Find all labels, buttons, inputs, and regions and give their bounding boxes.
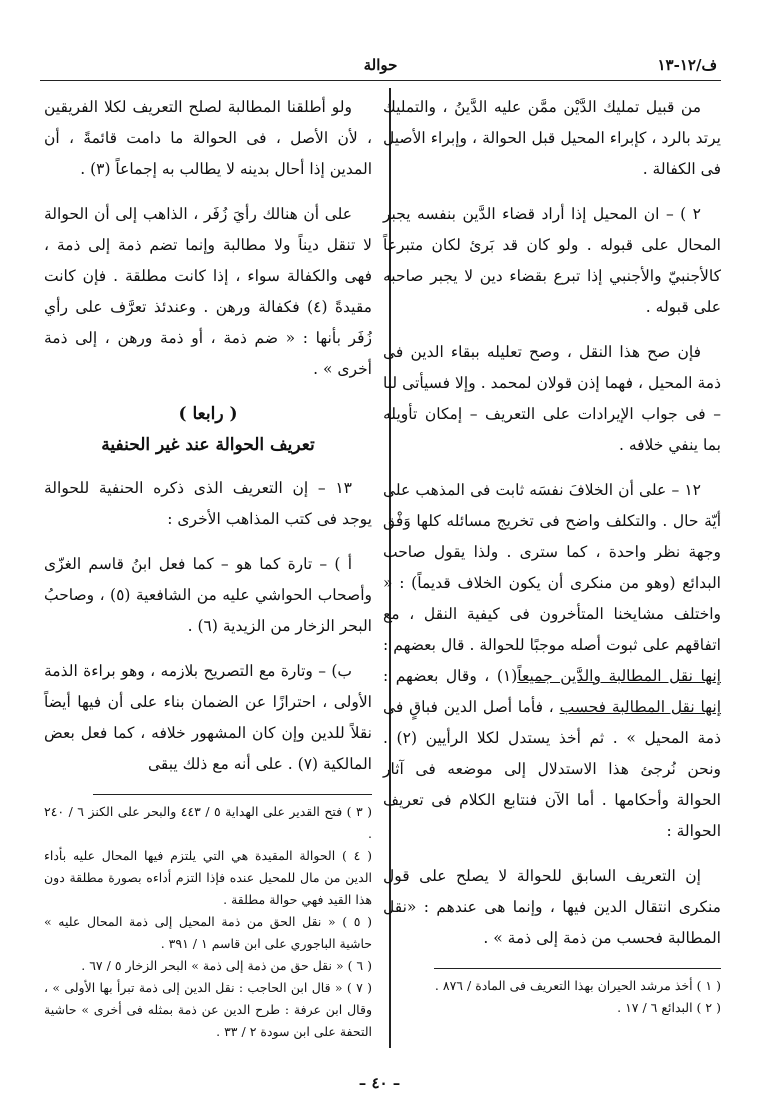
paragraph: فإن صح هذا النقل ، وصح تعليله ببقاء الدين فى ذمة المحيل ، فهما إذن قولان لمحمد . وإلا فسيأتى لنا – فى جواب الإيرادات على التعريف – إمكان تأويله بما ينفي خلافه .: [383, 343, 721, 454]
right-column: [383, 92, 721, 1019]
footnote: ( ٢ ) البدائع ٦ / ١٧ .: [617, 1000, 721, 1015]
section-heading-number: ( رابعا ): [178, 404, 238, 424]
paragraph: إن التعريف السابق للحوالة لا يصلح على قول منكرى انتقال الدين فيها ، وإنما هى عندهم : «نقل المطالبة فحسب من ذمة إلى ذمة » .: [383, 867, 721, 947]
footnote: ( ٥ ) « نقل الحق من ذمة المحيل إلى ذمة المحال عليه » حاشية الباجوري على ابن قاسم ١ / ٣٩١ .: [44, 914, 372, 951]
page-number: – ٤٠ –: [358, 1074, 401, 1092]
paragraph-section-13: ١٣ – إن التعريف الذى ذكره الحنفية للحوالة يوجد فى كتب المذاهب الأخرى :: [44, 479, 372, 528]
underlined-quote: إنها نقل المطالبة والدَّين جميعاً: [517, 667, 721, 685]
paragraph-text: ، فأما أصل الدين فباقٍ فى ذمة المحيل » . ثم أخذ يستدل لكلا الرأيين (٢) . ونحن نُرجئ هذا الاستدلال إلى موضعه فى آثار الحوالة وأحكامها . أما الآن فنتابع الكلام فى تعريف الحوالة :: [383, 698, 722, 840]
header-reference: ف/١٢-١٣: [657, 56, 717, 74]
footnote: ( ١ ) أخذ مرشد الحيران بهذا التعريف فى المادة / ٨٧٦ .: [434, 978, 721, 993]
paragraph: أ ) – تارة كما هو – كما فعل ابنُ قاسم الغزّى وأصحاب الحواشي عليه من الشافعية (٥) ، وصاحبُ البحر الزخار من الزيدية (٦) .: [44, 555, 372, 635]
footnote: ( ٧ ) « قال ابن الحاجب : نقل الدين إلى ذمة تبرأ بها الأولى » ، وقال ابن عرفة : طرح الدين عن ذمة بمثله فى أخرى » حاشية التحفة على ابن سودة ٢ / ٣٣ .: [44, 980, 372, 1039]
section-heading-title: تعريف الحوالة عند غير الحنفية: [101, 435, 315, 455]
paragraph: ب) – وتارة مع التصريح بلازمه ، وهو براءة الذمة الأولى ، احترازًا عن الضمان بناء على أن فيها أيضاً نقلاً للدين وإن كان المشهور خلافه ، كما فعل بعض المالكية (٧) . على أنه مع ذلك يبقى: [44, 662, 372, 773]
paragraph-section-12: [383, 475, 721, 847]
paragraph-text: (١) ، وقال بعضهم :: [383, 667, 518, 685]
paragraph: ولو أطلقنا المطالبة لصلح التعريف لكلا الفريقين ، لأن الأصل ، فى الحوالة ما دامت قائمةً ، أن المدين إذا أحال بدينه لا يطالب به إجماعاً (٣) .: [44, 98, 372, 178]
paragraph-text: ١٢ – على أن الخلافَ نفسَه ثابت فى المذهب على أيّة حال . والتكلف واضح فى تخريج مسائله كلها وَفْق وجهة نظر واحدة ، كما سترى . ولذا يقول صاحب البدائع (وهو من منكرى أن يكون الخلاف قديماً) : « واختلف مشايخنا المتأخرون فى كيفية النقل ، مع اتفاقهم على ثبوت أصله موجبًا للحوالة . قال بعضهم :: [383, 481, 721, 654]
paragraph: من قبيل تمليك الدَّيْن ممَّن عليه الدَّينُ ، والتمليك يرتد بالرد ، كإبراء المحيل قبل الحوالة ، وإبراء الأصيل فى الكفالة .: [383, 98, 721, 178]
footnote: ( ٤ ) الحوالة المقيدة هي التي يلتزم فيها المحال عليه بأداء الدين من مال للمحيل عنده فإذا التزم أداءه بصورة مطلقة دون هذا القيد فهي حوالة مطلقة .: [44, 848, 372, 907]
footnote: ( ٣ ) فتح القدير على الهداية ٥ / ٤٤٣ والبحر على الكنز ٦ / ٢٤٠ .: [44, 804, 372, 841]
left-column: [44, 92, 372, 1043]
running-header: [40, 52, 721, 81]
paragraph: على أن هنالك رأيَ زُفَر ، الذاهب إلى أن الحوالة لا تنقل ديناً ولا مطالبة وإنما تضم ذمة إلى ذمة ، فهى والكفالة سواء ، إذا كانت مطلقة . فإن كانت مقيدةً (٤) فكفالة ورهن . وعندئذ تعرَّف على رأي زُفَر بأنها : « ضم ذمة ، أو ذمة ورهن ، إلى ذمة أخرى » .: [44, 205, 372, 378]
header-title: حوالة: [363, 56, 398, 74]
paragraph: ٢ ) – ان المحيل إذا أراد قضاء الدَّين بنفسه يجبر المحال على قبوله . ولو كان قد بَرئ لكان متبرعاً كالأجنبيّ والأجنبي إذا تبرع بقضاء دين لا يجبر صاحبه على قبوله .: [383, 205, 721, 316]
underlined-quote: إنها نقل المطالبة فحسب: [559, 698, 722, 716]
footnote: ( ٦ ) « نقل حق من ذمة إلى ذمة » البحر الزخار ٥ / ٦٧ .: [81, 958, 372, 973]
footnote-separator: [434, 968, 721, 969]
footnote-separator: [93, 794, 372, 795]
